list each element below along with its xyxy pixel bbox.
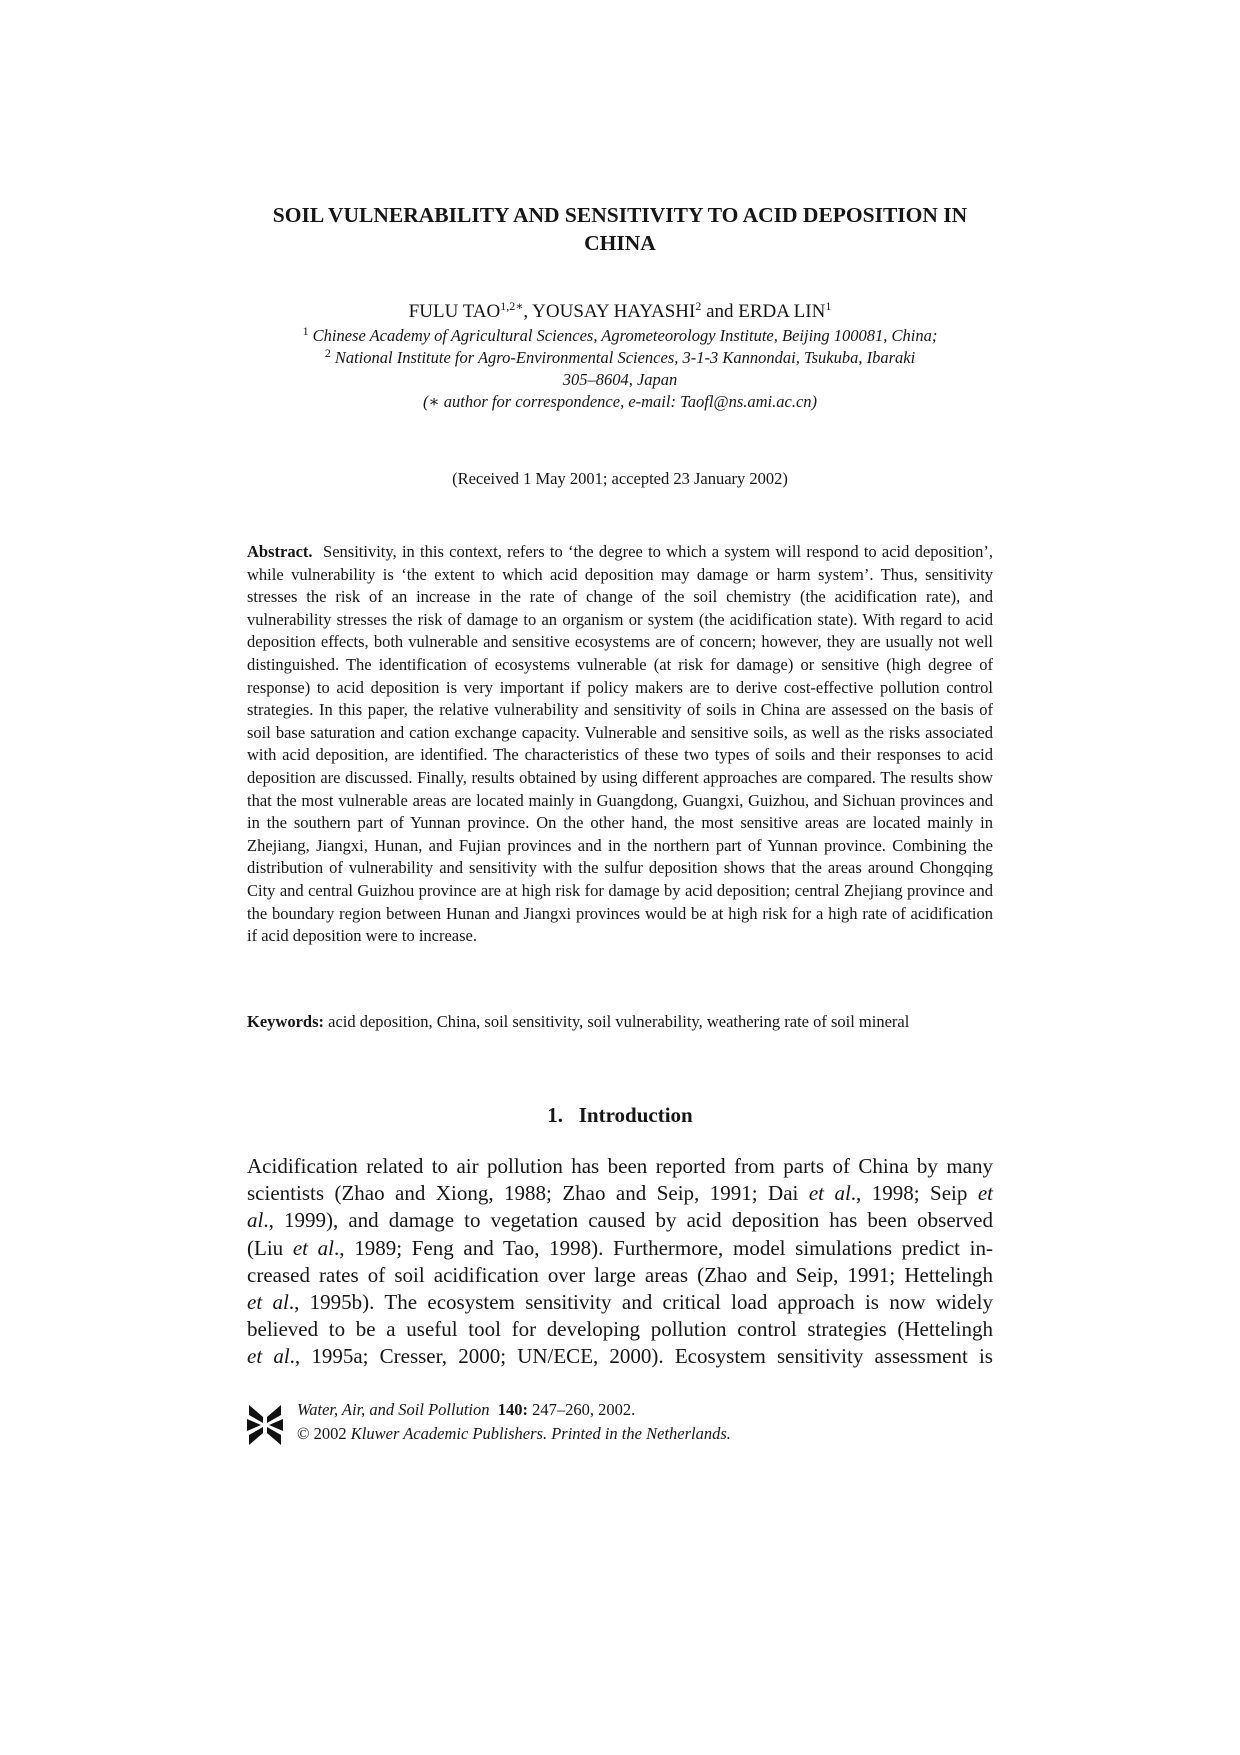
author-3-affiliation-marker: 1 (825, 299, 832, 313)
intro-line: scientists (Zhao and Xiong, 1988; Zhao and Seip, 1991; Dai et al., 1998; Seip et (247, 1181, 993, 1206)
correspondence-note: (∗ author for correspondence, e-mail: Taofl@ns.ami.ac.cn) (422, 392, 818, 411)
journal-footer (297, 1398, 997, 1446)
section-number: 1. (547, 1103, 563, 1127)
affiliation-2: $^2$ National Institute for Agro-Environmental Sciences, 3-1-3 Kannondai, Tsukuba, Ibaraki (324, 346, 916, 367)
intro-line: creased rates of soil acidification over large areas (Zhao and Seip, 1991; Hettelingh (247, 1262, 993, 1287)
author-2-affiliation-marker: 2 (695, 299, 702, 313)
intro-line: al., 1999), and damage to vegetation caused by acid deposition has been observed (247, 1208, 993, 1233)
keywords (247, 1011, 1007, 1033)
affiliation-1: $^1$ Chinese Academy of Agricultural Sciences, Agrometeorology Institute, Beijing 100081, China; (302, 324, 938, 345)
title-line-2: CHINA (584, 231, 656, 255)
author-2-name: , YOUSAY HAYASHI (523, 301, 696, 322)
intro-line: et al., 1995b). The ecosystem sensitivity and critical load approach is now widely (247, 1290, 993, 1315)
abstract-label: Abstract. (247, 542, 313, 561)
intro-line: Acidification related to air pollution has been reported from parts of China by many (247, 1154, 993, 1178)
journal-pages: 247–260, 2002. (528, 1400, 636, 1419)
abstract-text: Sensitivity, in this context, refers to ‘the degree to which a system will respond to acid deposition’, while vulnerability is ‘the extent to which acid deposition may damage or harm system’. Thus, sensitivity stresses the risk of an increase in the rate of change of the soil chemistry (the acidification rate), and vulnerability stresses the risk of damage to an organism or system (the acidification state). With regard to acid deposition effects, both vulnerable and sensitive ecosystems are of concern; however, they are usually not well distinguished. The identification of ecosystems vulnerable (at risk for damage) or sensitive (high degree of response) to acid deposition is very important if policy makers are to derive cost-effective pollution control strategies. In this paper, the relative vulnerability and sensitivity of soils in China are assessed on the basis of soil base saturation and cation exchange capacity. Vulnerable and sensitive soils, as well as the risks associated with acid deposition, are identified. The characteristics of these two types of soils and their responses to acid deposition are discussed. Finally, results obtained by using different approaches are compared. The results show that the most vulnerable areas are located mainly in Guangdong, Guangxi, Guizhou, and Sichuan provinces and in the southern part of Yunnan province. On the other hand, the most sensitive areas are located mainly in Zhejiang, Jiangxi, Hunan, and Fujian provinces and in the northern part of Yunnan province. Combining the distribution of vulnerability and sensitivity with the sulfur deposition shows that the areas around Chongqing City and central Guizhou province are at high risk for damage by acid deposition; central Zhejiang province and the boundary region between Hunan and Jiangxi provinces would be at high risk for a high rate of acidification if acid deposition were to increase. (247, 542, 994, 946)
author-3-name: and ERDA LIN (701, 301, 826, 322)
paper-title (240, 201, 1000, 257)
keywords-label: Keywords: (247, 1012, 324, 1031)
affiliations (240, 325, 1000, 413)
journal-citation (297, 1398, 997, 1422)
intro-line: (Liu et al., 1989; Feng and Tao, 1998). Furthermore, model simulations predict in- (247, 1235, 993, 1260)
affiliation-2-continued: 305–8604, Japan (562, 370, 678, 389)
author-list (240, 300, 1000, 324)
publisher-logo-icon (247, 1403, 283, 1447)
keywords-text: acid deposition, China, soil sensitivity, soil vulnerability, weathering rate of soil mineral (328, 1012, 910, 1031)
copyright-line: © 2002 Kluwer Academic Publishers. Printed in the Netherlands. (297, 1424, 731, 1443)
abstract (247, 541, 993, 948)
journal-name: Water, Air, and Soil Pollution (297, 1400, 490, 1419)
publisher-name: Kluwer Academic Publishers. Printed in the Netherlands. (350, 1424, 731, 1443)
introduction-paragraph (247, 1153, 993, 1371)
journal-volume: 140: (497, 1400, 529, 1419)
intro-line: et al., 1995a; Cresser, 2000; UN/ECE, 2000). Ecosystem sensitivity assessment is (247, 1344, 993, 1369)
title-line-1: SOIL VULNERABILITY AND SENSITIVITY TO ACID DEPOSITION IN (272, 203, 968, 227)
section-title: Introduction (578, 1103, 693, 1127)
author-1-affiliation-marker: 1,2∗ (500, 299, 524, 313)
section-heading (240, 1101, 1000, 1129)
author-1-name: FULU TAO (408, 301, 501, 322)
intro-line: believed to be a useful tool for developing pollution control strategies (Hettelingh (247, 1317, 993, 1342)
received-dates: (Received 1 May 2001; accepted 23 January 2002) (452, 469, 788, 488)
